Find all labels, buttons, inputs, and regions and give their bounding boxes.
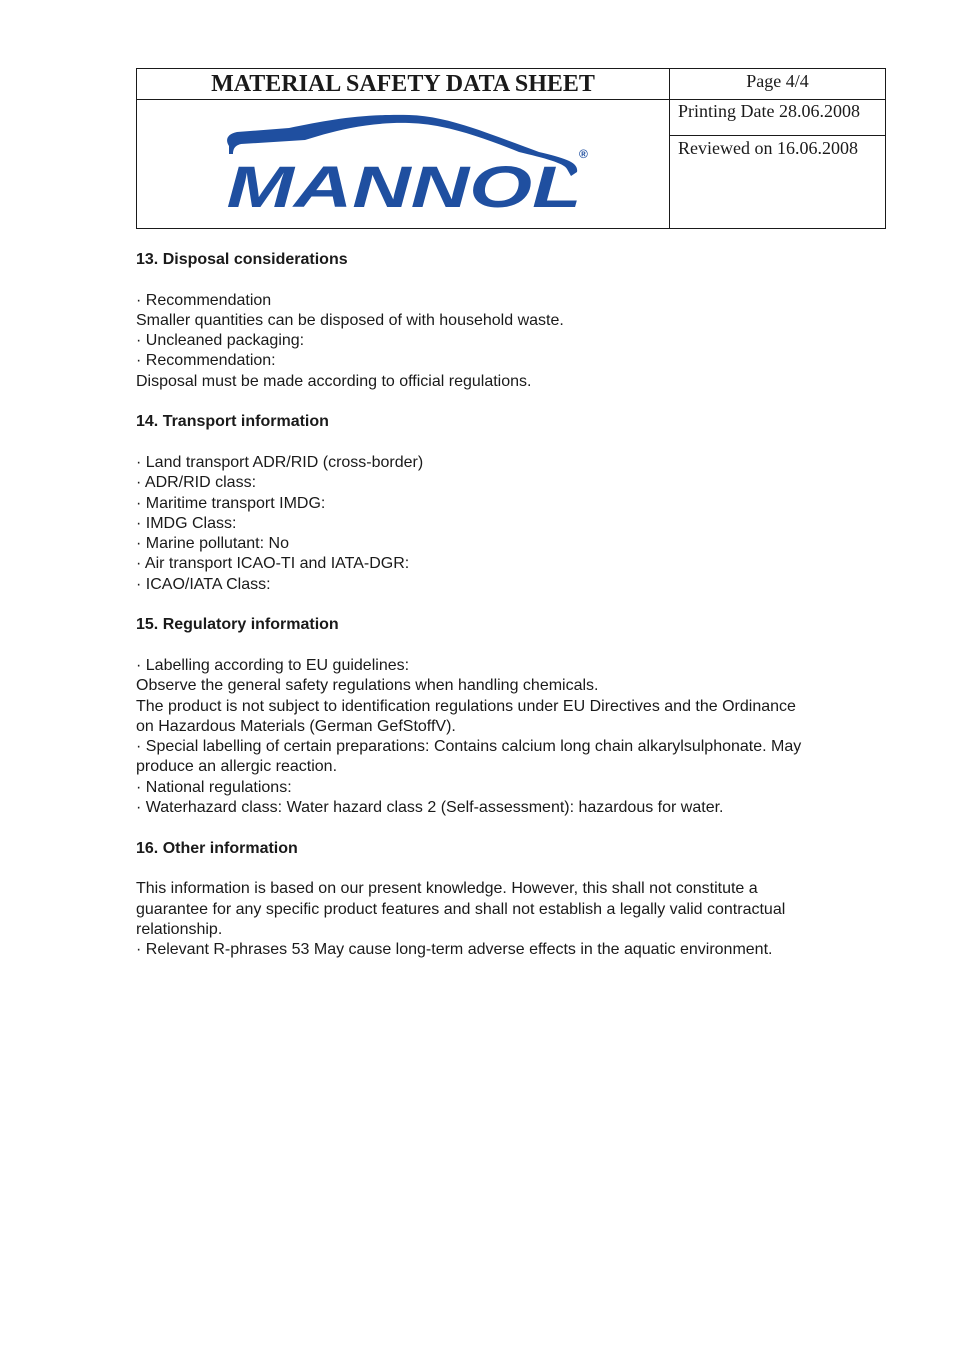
section-title: 13. Disposal considerations: [136, 251, 348, 268]
section-title: 14. Transport information: [136, 413, 329, 431]
text-line: relationship.: [136, 920, 223, 938]
text-line: · ADR/RID class:: [136, 474, 257, 492]
text-line: · ICAO/IATA Class:: [136, 575, 271, 593]
text-line: · Air transport ICAO-TI and IATA-DGR:: [136, 555, 410, 573]
section-disposal: [136, 250, 876, 392]
text-line: · Waterhazard class: Water hazard class 2 (Self-assessment): hazardous for water.: [136, 799, 724, 817]
section-regulatory: [136, 615, 876, 818]
text-line: · Marine pollutant: No: [136, 535, 289, 553]
registered-mark: ®: [579, 147, 588, 161]
text-line: Smaller quantities can be disposed of with household waste.: [136, 311, 564, 329]
mannol-logo: [219, 114, 589, 214]
text-line: Disposal must be made according to official regulations.: [136, 372, 532, 390]
text-line: This information is based on our present knowledge. However, this shall not constitute a: [136, 880, 758, 898]
text-line: · Relevant R-phrases 53 May cause long-term adverse effects in the aquatic environment.: [136, 941, 773, 959]
section-other: [136, 839, 876, 961]
text-line: · Land transport ADR/RID (cross-border): [136, 453, 424, 471]
text-line: · Recommendation:: [136, 352, 276, 370]
text-line: on Hazardous Materials (German GefStoffV).: [136, 717, 456, 735]
text-line: · Labelling according to EU guidelines:: [136, 656, 410, 674]
text-line: · National regulations:: [136, 778, 292, 796]
page-number: Page 4/4: [670, 69, 885, 100]
logo-text: MANNOL: [226, 155, 582, 214]
text-line: · Uncleaned packaging:: [136, 332, 305, 350]
document-body: [136, 250, 876, 981]
text-line: guarantee for any specific product features and shall not establish a legally valid contractual: [136, 900, 786, 918]
section-transport: [136, 412, 876, 595]
text-line: produce an allergic reaction.: [136, 758, 338, 776]
section-title: 16. Other information: [136, 839, 298, 857]
document-title: MATERIAL SAFETY DATA SHEET: [137, 69, 670, 100]
reviewed-date: Reviewed on 16.06.2008: [678, 138, 858, 158]
section-title: 15. Regulatory information: [136, 616, 339, 634]
printing-date: Printing Date 28.06.2008: [670, 100, 885, 136]
text-line: · IMDG Class:: [136, 514, 237, 532]
text-line: Observe the general safety regulations when handling chemicals.: [136, 677, 599, 695]
document-header: [136, 68, 886, 229]
text-line: · Recommendation: [136, 291, 272, 309]
text-line: · Maritime transport IMDG:: [136, 494, 326, 512]
brand-logo-cell: [137, 100, 670, 229]
text-line: · Special labelling of certain preparations: Contains calcium long chain alkarylsulphonate. May: [136, 738, 802, 756]
text-line: The product is not subject to identification regulations under EU Directives and the Ordinance: [136, 697, 796, 715]
